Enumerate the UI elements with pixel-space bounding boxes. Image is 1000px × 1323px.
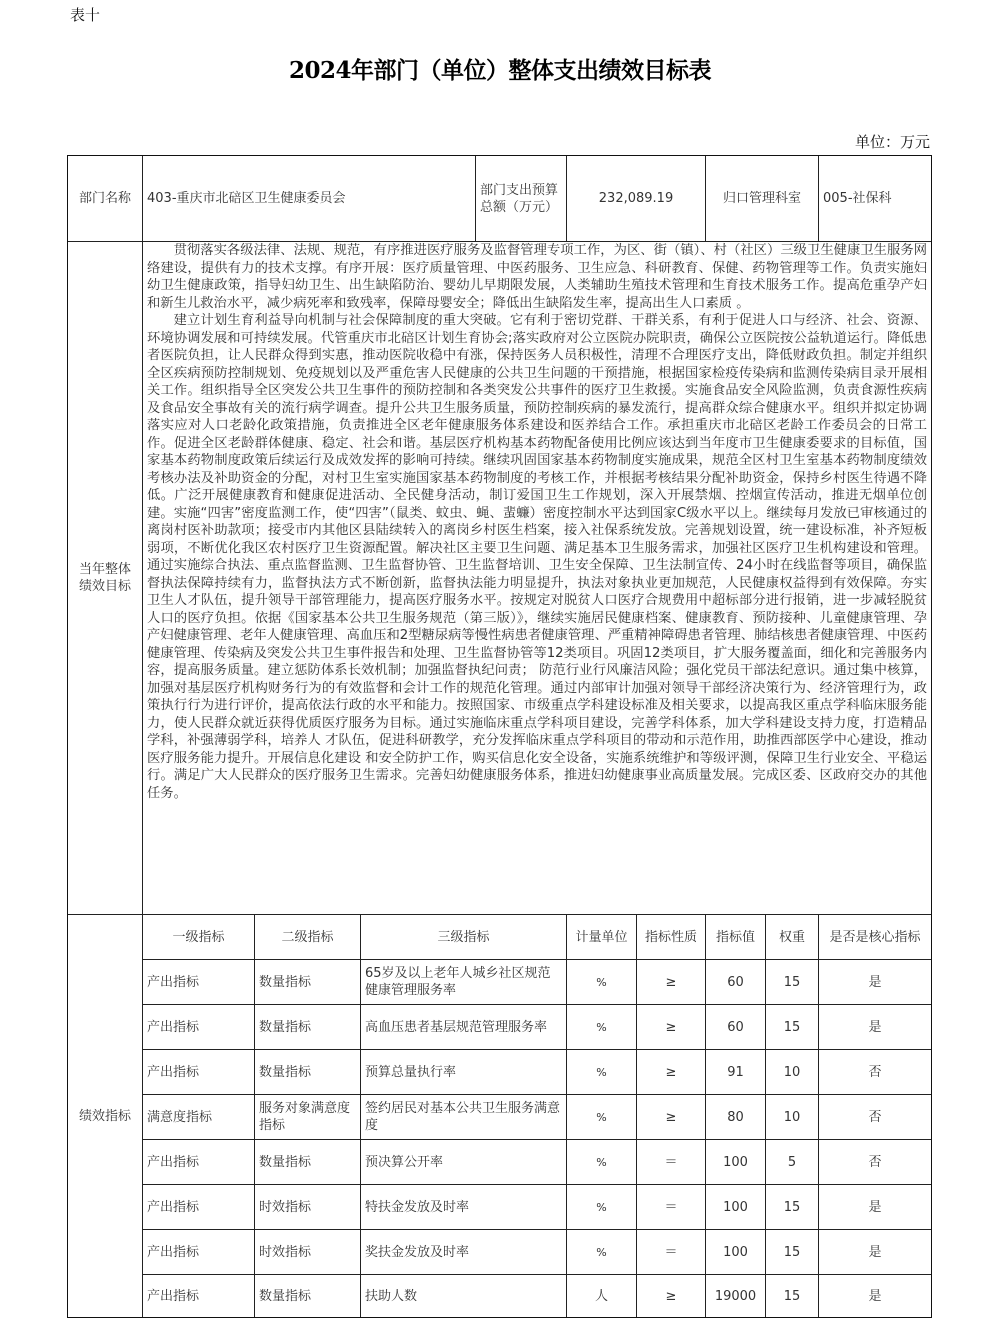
column-header-weight: 权重	[766, 915, 819, 960]
indicator-row-1-measure-unit: %	[567, 960, 637, 1005]
indicator-row-3-core-indicator: 否	[819, 1050, 931, 1095]
column-header-indicator-nature: 指标性质	[637, 915, 706, 960]
indicator-row-1-indicator-nature: ≥	[637, 960, 706, 1005]
table-number: 表十	[70, 6, 101, 24]
indicator-row-5-level2-indicator: 数量指标	[255, 1140, 361, 1185]
indicator-row-7-level3-indicator: 奖扶金发放及时率	[361, 1230, 567, 1275]
goal-paragraph-2: 建立计划生育利益导向机制与社会保障制度的重大突破。它有利于密切党群、干群关系，有利于促进人口与经济、社会、资源、环境协调发展和可持续发展。代管重庆市北碚区计划生育协会;落实政府对公立医院办院职责，确保公立医院按公益轨道运行。降低患者医院负担，让人民群众得到实惠，推动医院收稳中有涨，保持医务人员积极性，清理不合理医疗支出，降低财政负担。制定并组织全区疾病预防控制规划、免疫规划以及严重危害人民健康的公共卫生问题的干预措施，根据国家检疫传染病和监测传染病目录开展相关工作。组织指导全区突发公共卫生事件的预防控制和各类突发公共事件的医疗卫生救援。实施食品安全风险监测，负责食源性疾病及食品安全事故有关的流行病学调查。提升公共卫生服务质量，预防控制疾病的暴发流行，提高群众综合健康水平。组织并拟定协调落实应对人口老龄化政策措施，负责推进全区老年健康服务体系建设和医养结合工作。承担重庆市北碚区老龄工作委员会的日常工作。促进全区老龄群体健康、稳定、社会和谐。基层医疗机构基本药物配备使用比例应该达到当年度市卫生健康委要求的目标值，国家基本药物制度政策后续运行及成效发挥的影响可持续。继续巩固国家基本药物制度实施成果，规范全区村卫生室基本药物制度绩效考核办法及补助资金的分配，对村卫生室实施国家基本药物制度的考核工作，并根据考核结果分配补助资金，保持乡村医生待遇不降低。广泛开展健康教育和健康促进活动、全民健身活动，制订爱国卫生工作规划，深入开展禁烟、控烟宣传活动，推进无烟单位创建。实施“四害”密度监测工作，使“四害”（鼠类、蚊虫、蝇、蜚蠊）密度控制水平达到国家C级水平以上。继续每月发放已审核通过的离岗村医补助款项；接受市内其他区县陆续转入的离岗乡村医生档案，接入社保系统发放。完善规划设置，统一建设标准，补齐短板弱项，不断优化我区农村医疗卫生资源配置。解决社区主要卫生问题、满足基本卫生服务需求，加强社区医疗卫生机构建设和管理。通过实施综合执法、重点监督监测、卫生监督协管、卫生监督培训、卫生安全保障、卫生法制宣传、24小时在线监督等项目，确保监督执法保障持续有力，监督执法方式不断创新，监督执法能力明显提升，执法对象执业更加规范，人民健康权益得到有效保障。夯实卫生人才队伍，提升领导干部管理能力，提高医疗服务水平。按规定对脱贫人口医疗合规费用中超标部分进行报销，进一步减轻脱贫人口的医疗负担。依据《国家基本公共卫生服务规范（第三版）》，继续实施居民健康档案、健康教育、预防接种、儿童健康管理、孕产妇健康管理、老年人健康管理、高血压和2型糖尿病等慢性病患者健康管理、严重精神障碍患者管理、肺结核患者健康管理、中医药健康管理、传染病及突发公共卫生事件报告和处理、卫生监督协管等12类项目。巩固12类项目，扩大服务覆盖面，细化和完善服务内容，提高服务质量。建立惩防体系长效机制；加强监督执纪问责； 防范行业行风廉洁风险；强化党员干部法纪意识。通过集中核算，加强对基层医疗机构财务行为的有效监督和会计工作的规范化管理。通过内部审计加强对领导干部经济决策行为、经济管理行为，政策执行行为进行评价，提高依法行政的水平和能力。按照国家、市级重点学科建设标准及相关要求，以提高我区重点学科临床服务能力，使人民群众就近获得优质医疗服务为目标。通过实施临床重点学科项目建设，完善学科体系，加大学科建设支持力度，打造精品学科，补强薄弱学科，培养人 才队伍，促进科研教学，充分发挥临床重点学科项目的带动和示范作用，助推西部医学中心建设，推动医疗服务能力提升。开展信息化建设 和安全防护工作，购买信息化安全设备，实施系统维护和等级评测，保障卫生行业安全、平稳运行。满足广大人民群众的医疗服务卫生需求。完善妇幼健康服务体系，推进妇幼健康事业高质量发展。完成区委、区政府交办的其他任务。	[147, 313, 927, 801]
column-header-measure-unit: 计量单位	[567, 915, 637, 960]
indicator-row-8-level2-indicator: 数量指标	[255, 1275, 361, 1317]
indicator-row-8-indicator-value: 19000	[706, 1275, 766, 1317]
indicator-row-2-level2-indicator: 数量指标	[255, 1005, 361, 1050]
mgmt-office-label: 归口管理科室	[706, 156, 819, 242]
column-header-level1-indicator: 一级指标	[143, 915, 255, 960]
indicator-row-1-indicator-value: 60	[706, 960, 766, 1005]
unit-label: 单位：万元	[854, 133, 930, 151]
indicator-row-6-indicator-nature: ＝	[637, 1185, 706, 1230]
indicator-row-7-measure-unit: %	[567, 1230, 637, 1275]
indicator-row-2-core-indicator: 是	[819, 1005, 931, 1050]
column-header-level2-indicator: 二级指标	[255, 915, 361, 960]
dept-name-label: 部门名称	[68, 156, 143, 242]
indicator-row-7-level2-indicator: 时效指标	[255, 1230, 361, 1275]
indicator-row-5-indicator-nature: ＝	[637, 1140, 706, 1185]
indicator-row-1-level2-indicator: 数量指标	[255, 960, 361, 1005]
budget-label: 部门支出预算总额（万元）	[476, 156, 567, 242]
budget-value: 232,089.19	[567, 156, 706, 242]
indicator-row-3-measure-unit: %	[567, 1050, 637, 1095]
indicator-row-4-level3-indicator: 签约居民对基本公共卫生服务满意度	[361, 1095, 567, 1140]
indicator-row-4-indicator-nature: ≥	[637, 1095, 706, 1140]
indicator-row-4-weight: 10	[766, 1095, 819, 1140]
mgmt-office-value: 005-社保科	[819, 156, 931, 242]
indicator-row-5-weight: 5	[766, 1140, 819, 1185]
indicator-row-2-indicator-value: 60	[706, 1005, 766, 1050]
indicator-row-8-indicator-nature: ≥	[637, 1275, 706, 1317]
indicator-row-6-indicator-value: 100	[706, 1185, 766, 1230]
indicator-row-6-level2-indicator: 时效指标	[255, 1185, 361, 1230]
indicator-row-6-level1-indicator: 产出指标	[143, 1185, 255, 1230]
indicator-row-7-indicator-value: 100	[706, 1230, 766, 1275]
indicator-row-4-indicator-value: 80	[706, 1095, 766, 1140]
indicator-row-7-core-indicator: 是	[819, 1230, 931, 1275]
indicator-row-2-measure-unit: %	[567, 1005, 637, 1050]
indicator-row-8-core-indicator: 是	[868, 1288, 882, 1304]
indicator-row-5-measure-unit: %	[567, 1140, 637, 1185]
indicator-row-8-level3-indicator: 扶助人数	[361, 1275, 567, 1317]
indicator-row-6-measure-unit: %	[567, 1185, 637, 1230]
indicator-row-8-weight: 15	[766, 1275, 819, 1317]
annual-goal-label: 当年整体绩效目标	[68, 242, 143, 915]
dept-name-value: 403-重庆市北碚区卫生健康委员会	[143, 156, 476, 242]
indicator-row-1-level3-indicator: 65岁及以上老年人城乡社区规范健康管理服务率	[361, 960, 567, 1005]
indicator-row-3-level3-indicator: 预算总量执行率	[361, 1050, 567, 1095]
page-title: 2024年部门（单位）整体支出绩效目标表	[288, 57, 711, 84]
indicator-row-2-indicator-nature: ≥	[637, 1005, 706, 1050]
indicator-row-2-weight: 15	[766, 1005, 819, 1050]
indicator-row-5-indicator-value: 100	[706, 1140, 766, 1185]
indicator-row-5-level3-indicator: 预决算公开率	[361, 1140, 567, 1185]
indicator-row-3-weight: 10	[766, 1050, 819, 1095]
indicators-label: 绩效指标	[68, 915, 143, 1317]
indicator-row-1-weight: 15	[766, 960, 819, 1005]
indicator-row-7-weight: 15	[766, 1230, 819, 1275]
indicator-row-8-level1-indicator: 产出指标	[143, 1275, 255, 1317]
indicator-row-4-measure-unit: %	[567, 1095, 637, 1140]
indicator-row-5-core-indicator: 否	[819, 1140, 931, 1185]
indicator-row-8-measure-unit: 人	[567, 1275, 637, 1317]
indicator-row-4-core-indicator: 否	[819, 1095, 931, 1140]
indicator-row-3-level1-indicator: 产出指标	[143, 1050, 255, 1095]
indicator-row-2-level3-indicator: 高血压患者基层规范管理服务率	[361, 1005, 567, 1050]
indicator-row-3-level2-indicator: 数量指标	[255, 1050, 361, 1095]
column-header-indicator-value: 指标值	[706, 915, 766, 960]
indicator-row-3-indicator-value: 91	[706, 1050, 766, 1095]
indicator-row-2-level1-indicator: 产出指标	[143, 1005, 255, 1050]
column-header-core-indicator: 是否是核心指标	[819, 915, 931, 960]
indicator-row-6-core-indicator: 是	[819, 1185, 931, 1230]
indicator-row-6-level3-indicator: 特扶金发放及时率	[361, 1185, 567, 1230]
indicator-row-4-level1-indicator: 满意度指标	[143, 1095, 255, 1140]
annual-goal-text	[143, 242, 931, 802]
indicator-row-1-core-indicator: 是	[819, 960, 931, 1005]
indicator-row-1-level1-indicator: 产出指标	[143, 960, 255, 1005]
indicator-row-3-indicator-nature: ≥	[637, 1050, 706, 1095]
column-header-level3-indicator: 三级指标	[361, 915, 567, 960]
goal-paragraph-1: 贯彻落实各级法律、法规、规范，有序推进医疗服务及监督管理专项工作，为区、街（镇）、村（社区）三级卫生健康卫生服务网络建设，提供有力的技术支撑。有序开展：医疗质量管理、中医药服务、卫生应急、科研教育、保健、药物管理等工作。负责实施妇幼卫生健康政策，指导妇幼卫生、出生缺陷防治、婴幼儿早期限发展，人类辅助生殖技术管理和生育技术服务工作。提高危重孕产妇和新生儿救治水平，减少病死率和致残率，保障母婴安全；降低出生缺陷发生率，提高出生人口素质 。	[147, 243, 927, 311]
indicator-row-4-level2-indicator: 服务对象满意度指标	[255, 1095, 361, 1140]
indicator-row-5-level1-indicator: 产出指标	[143, 1140, 255, 1185]
indicator-row-7-level1-indicator: 产出指标	[143, 1230, 255, 1275]
indicator-row-6-weight: 15	[766, 1185, 819, 1230]
indicator-row-7-indicator-nature: ＝	[637, 1230, 706, 1275]
